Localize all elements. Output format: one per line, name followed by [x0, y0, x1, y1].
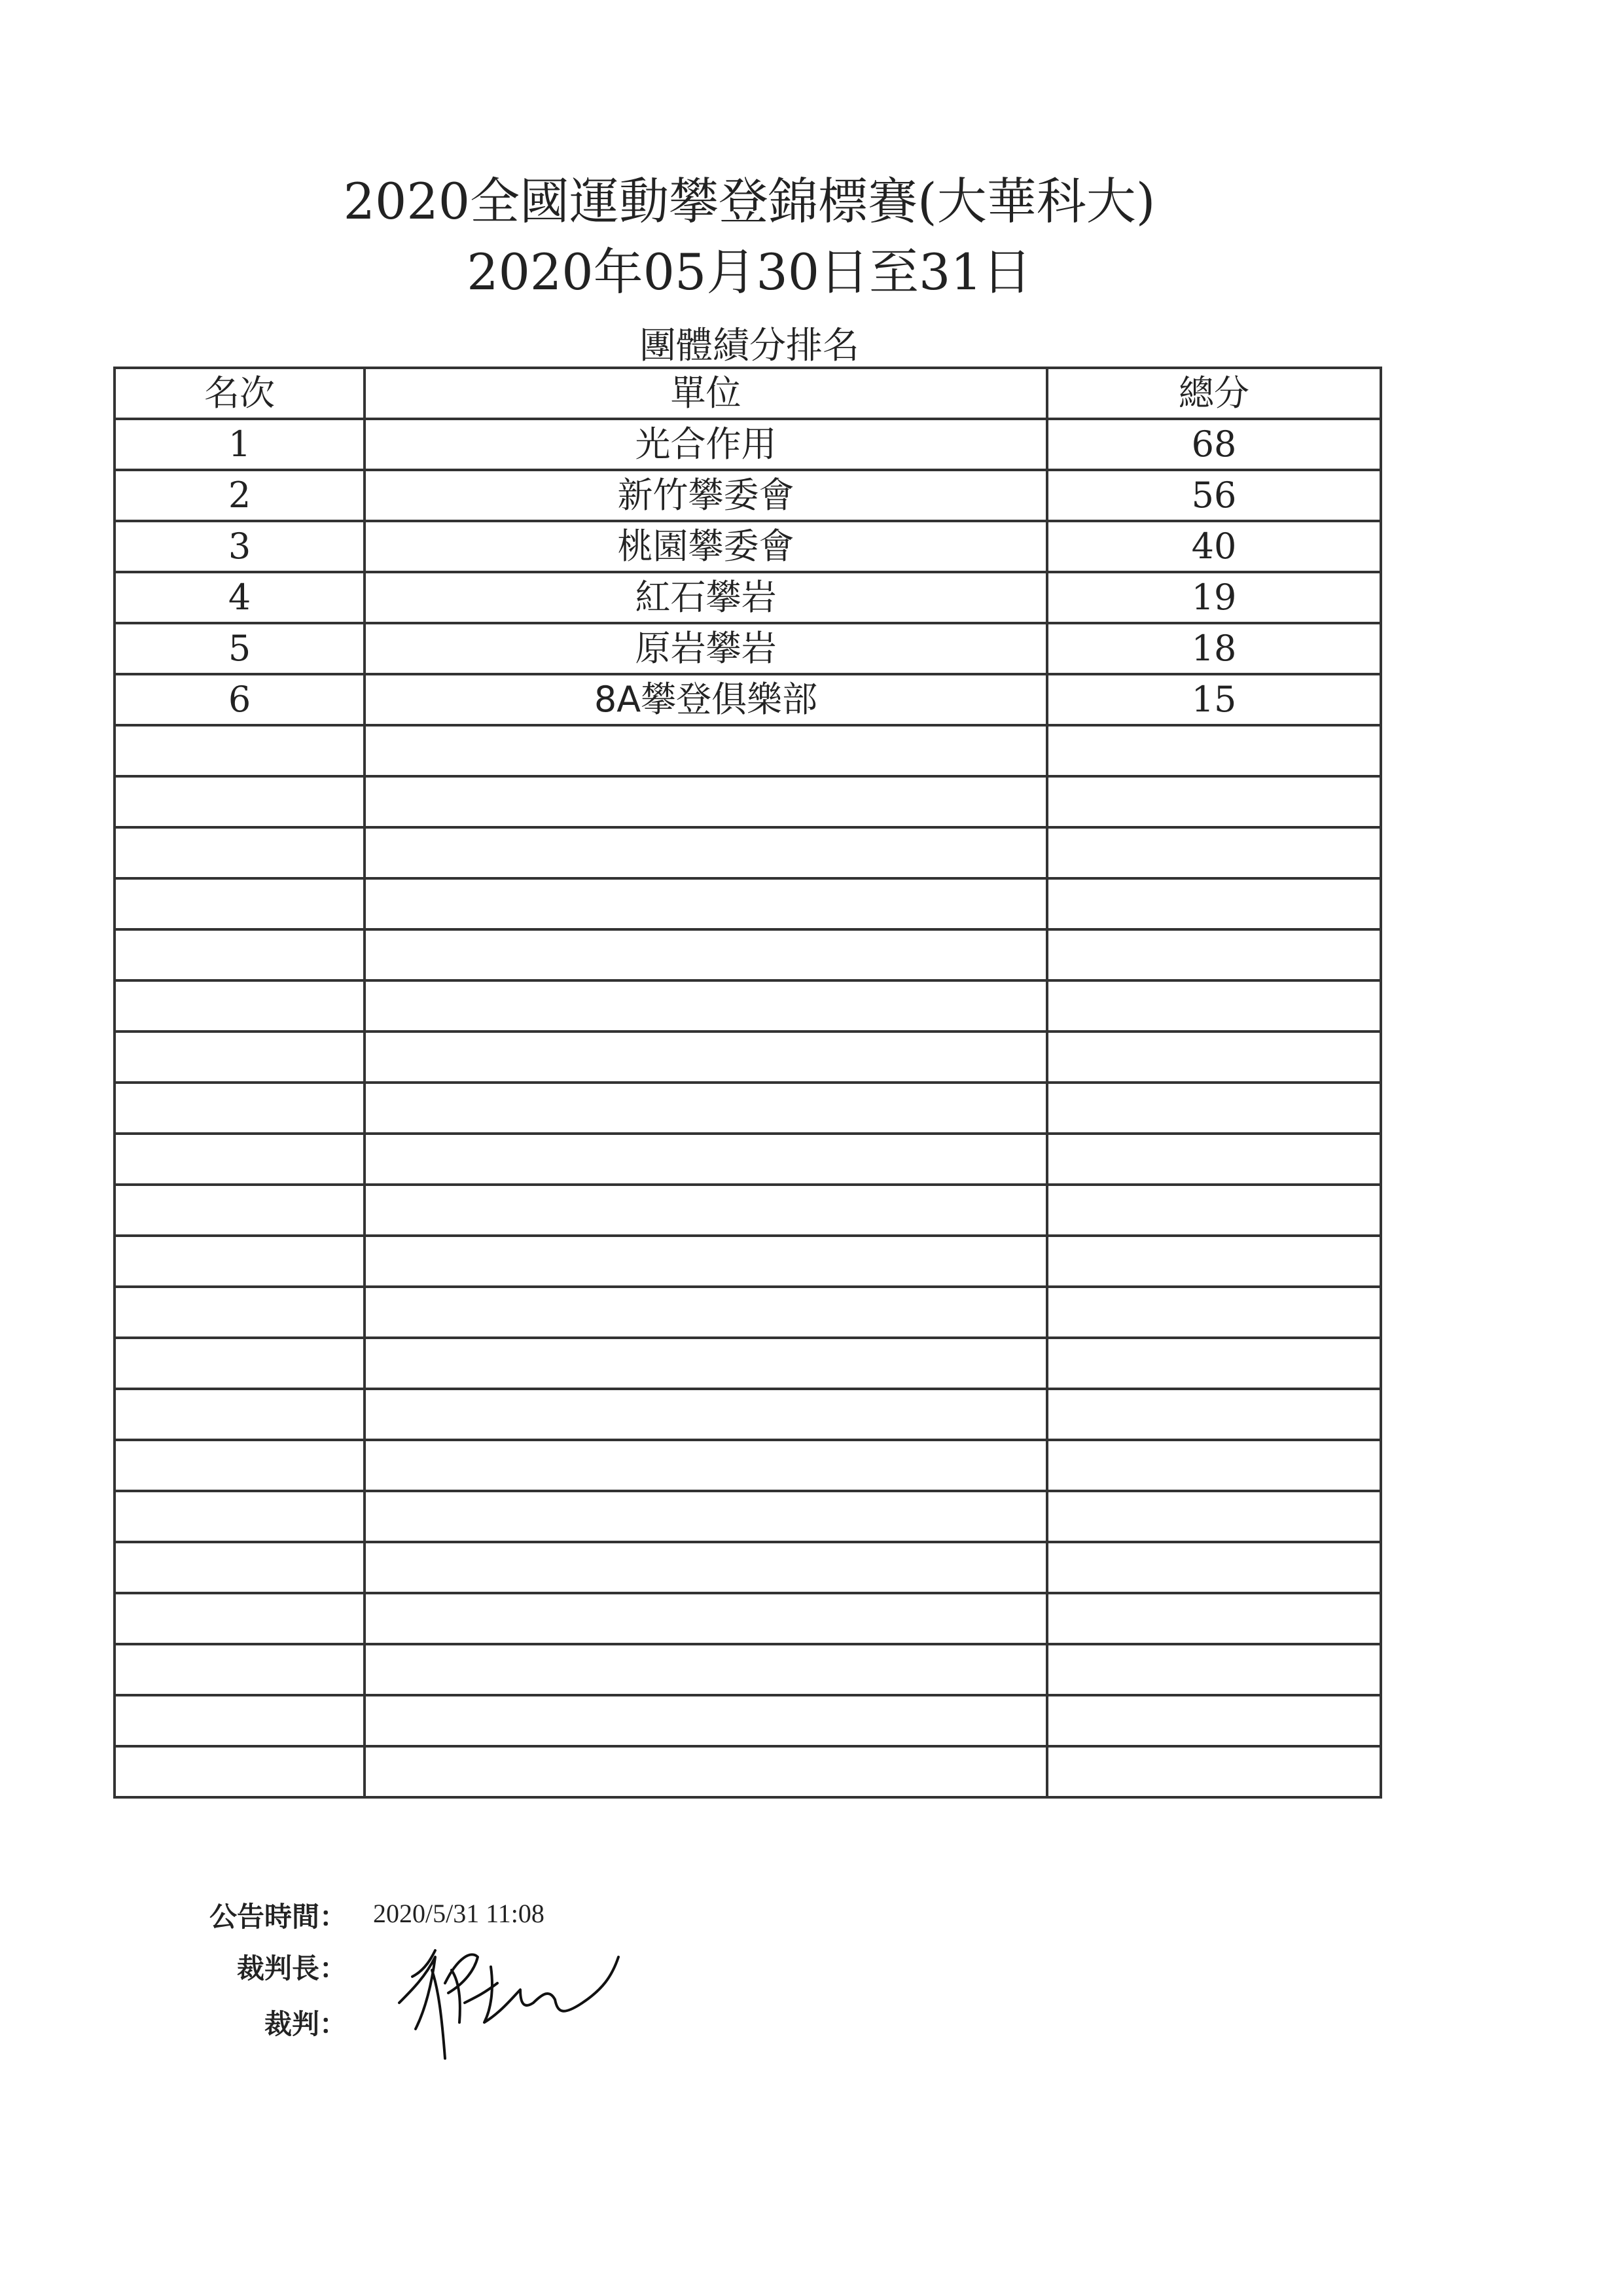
empty-unit-cell: [365, 1236, 1047, 1287]
empty-unit-cell: [365, 1644, 1047, 1695]
empty-score-cell: [1047, 1746, 1381, 1797]
empty-table-row: [115, 1338, 1381, 1389]
empty-table-row: [115, 1491, 1381, 1542]
empty-score-cell: [1047, 1389, 1381, 1440]
empty-score-cell: [1047, 1338, 1381, 1389]
empty-score-cell: [1047, 980, 1381, 1031]
empty-rank-cell: [115, 1287, 365, 1338]
empty-table-row: [115, 878, 1381, 929]
empty-score-cell: [1047, 1440, 1381, 1491]
unit-cell: 紅石攀岩: [365, 572, 1047, 623]
announce-time-value: 2020/5/31 11:08: [373, 1899, 544, 1928]
empty-unit-cell: [365, 1695, 1047, 1746]
column-header-unit: 單位: [365, 368, 1047, 419]
score-cell: 19: [1047, 572, 1381, 623]
empty-table-row: [115, 1134, 1381, 1185]
unit-cell: 8A攀登俱樂部: [365, 674, 1047, 725]
table-row: [115, 470, 1381, 521]
empty-rank-cell: [115, 1185, 365, 1236]
column-header-score: 總分: [1047, 368, 1381, 419]
empty-rank-cell: [115, 1542, 365, 1593]
empty-table-row: [115, 776, 1381, 827]
empty-unit-cell: [365, 1491, 1047, 1542]
empty-table-row: [115, 1287, 1381, 1338]
empty-rank-cell: [115, 1746, 365, 1797]
document-title: 2020全國運動攀登錦標賽(大華科大): [343, 172, 1156, 230]
empty-rank-cell: [115, 776, 365, 827]
table-row: [115, 572, 1381, 623]
empty-rank-cell: [115, 980, 365, 1031]
empty-unit-cell: [365, 1440, 1047, 1491]
empty-score-cell: [1047, 1031, 1381, 1083]
chief-referee-label: 裁判長：: [236, 1952, 347, 1984]
table-row: [115, 623, 1381, 674]
empty-score-cell: [1047, 1695, 1381, 1746]
empty-table-row: [115, 827, 1381, 878]
event-date: 2020年05月30日至31日: [467, 243, 1032, 301]
empty-score-cell: [1047, 1236, 1381, 1287]
empty-score-cell: [1047, 1593, 1381, 1644]
empty-table-row: [115, 1083, 1381, 1134]
empty-rank-cell: [115, 1083, 365, 1134]
table-row: [115, 521, 1381, 572]
empty-unit-cell: [365, 1031, 1047, 1083]
rank-cell: 6: [115, 674, 365, 725]
score-cell: 15: [1047, 674, 1381, 725]
empty-table-row: [115, 1031, 1381, 1083]
column-header-rank: 名次: [115, 368, 365, 419]
empty-rank-cell: [115, 1236, 365, 1287]
empty-table-row: [115, 1440, 1381, 1491]
table-row: [115, 419, 1381, 470]
rank-cell: 1: [115, 419, 365, 470]
score-cell: 40: [1047, 521, 1381, 572]
empty-table-row: [115, 725, 1381, 776]
empty-table-row: [115, 1185, 1381, 1236]
empty-table-row: [115, 1389, 1381, 1440]
empty-unit-cell: [365, 827, 1047, 878]
empty-score-cell: [1047, 1644, 1381, 1695]
empty-table-row: [115, 1695, 1381, 1746]
empty-unit-cell: [365, 1083, 1047, 1134]
empty-score-cell: [1047, 1542, 1381, 1593]
rank-cell: 3: [115, 521, 365, 572]
empty-unit-cell: [365, 1746, 1047, 1797]
rank-cell: 2: [115, 470, 365, 521]
empty-score-cell: [1047, 776, 1381, 827]
table-row: [115, 674, 1381, 725]
empty-table-row: [115, 1236, 1381, 1287]
empty-score-cell: [1047, 878, 1381, 929]
rank-cell: 4: [115, 572, 365, 623]
empty-rank-cell: [115, 725, 365, 776]
empty-score-cell: [1047, 1134, 1381, 1185]
empty-rank-cell: [115, 878, 365, 929]
empty-score-cell: [1047, 1491, 1381, 1542]
empty-score-cell: [1047, 827, 1381, 878]
score-cell: 68: [1047, 419, 1381, 470]
empty-unit-cell: [365, 980, 1047, 1031]
empty-table-row: [115, 1644, 1381, 1695]
document-subtitle: 團體績分排名: [639, 325, 859, 367]
empty-rank-cell: [115, 1134, 365, 1185]
empty-rank-cell: [115, 1389, 365, 1440]
empty-score-cell: [1047, 929, 1381, 980]
empty-rank-cell: [115, 1031, 365, 1083]
empty-rank-cell: [115, 1644, 365, 1695]
referee-label: 裁判：: [264, 2008, 347, 2040]
empty-unit-cell: [365, 1593, 1047, 1644]
results-table: [113, 367, 1382, 1799]
empty-unit-cell: [365, 776, 1047, 827]
empty-table-row: [115, 929, 1381, 980]
empty-table-row: [115, 1746, 1381, 1797]
empty-rank-cell: [115, 1695, 365, 1746]
rank-cell: 5: [115, 623, 365, 674]
empty-score-cell: [1047, 725, 1381, 776]
empty-unit-cell: [365, 1287, 1047, 1338]
signature-image: [386, 1931, 648, 2062]
empty-rank-cell: [115, 1440, 365, 1491]
empty-unit-cell: [365, 725, 1047, 776]
empty-unit-cell: [365, 1389, 1047, 1440]
empty-score-cell: [1047, 1083, 1381, 1134]
empty-unit-cell: [365, 1338, 1047, 1389]
empty-unit-cell: [365, 878, 1047, 929]
unit-cell: 新竹攀委會: [365, 470, 1047, 521]
empty-score-cell: [1047, 1185, 1381, 1236]
unit-cell: 桃園攀委會: [365, 521, 1047, 572]
unit-cell: 光合作用: [365, 419, 1047, 470]
empty-rank-cell: [115, 929, 365, 980]
empty-rank-cell: [115, 1593, 365, 1644]
empty-table-row: [115, 1593, 1381, 1644]
empty-rank-cell: [115, 1338, 365, 1389]
score-cell: 56: [1047, 470, 1381, 521]
empty-unit-cell: [365, 1542, 1047, 1593]
table-header-row: [115, 368, 1381, 419]
empty-table-row: [115, 980, 1381, 1031]
empty-rank-cell: [115, 827, 365, 878]
empty-score-cell: [1047, 1287, 1381, 1338]
empty-unit-cell: [365, 1134, 1047, 1185]
unit-cell: 原岩攀岩: [365, 623, 1047, 674]
empty-unit-cell: [365, 1185, 1047, 1236]
empty-rank-cell: [115, 1491, 365, 1542]
announce-time-label: 公告時間：: [209, 1901, 347, 1933]
empty-table-row: [115, 1542, 1381, 1593]
empty-unit-cell: [365, 929, 1047, 980]
score-cell: 18: [1047, 623, 1381, 674]
